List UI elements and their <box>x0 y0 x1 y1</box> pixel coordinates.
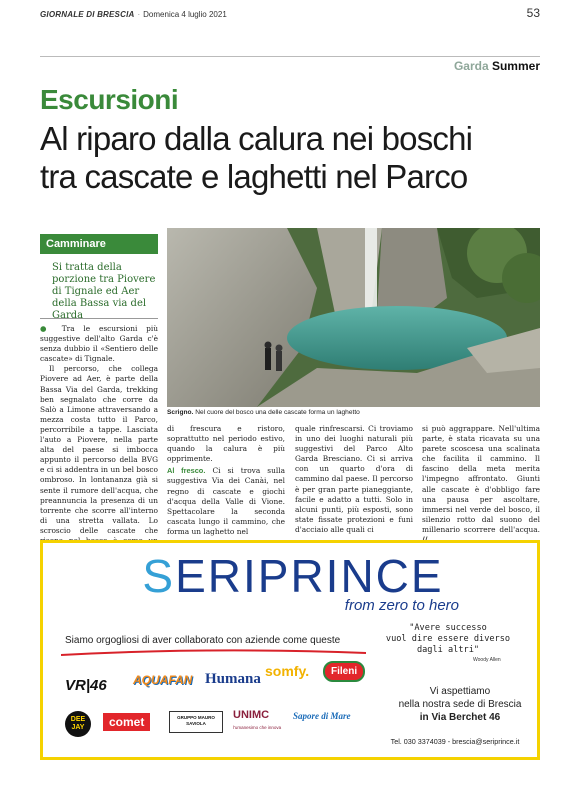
quote-author: Woody Allen <box>473 657 501 663</box>
page-number: 53 <box>526 6 540 20</box>
col1-paragraph-1: Tra le escursioni più suggestive dell'alto Garda c'è senza dubbio il «Sentiero delle cascate» di Tignale. <box>40 324 158 364</box>
advert-tagline: from zero to hero <box>344 597 459 614</box>
article-summary: Si tratta della porzione tra Piovere di Tignale ed Aer della Bassa via del Garda <box>52 262 156 321</box>
somfy-logo: somfy. <box>265 663 310 679</box>
quote-line-3: dagli altri" <box>416 645 480 655</box>
col2-paragraph-2: Ci si trova sulla suggestiva Via dei Canài, nel regno di cascate e giochi d'acqua della Valle di Vione. Spettacolare la seconda cascata lungo il cammino, che forma un laghetto nel <box>167 466 285 536</box>
col1-paragraph-2: Il percorso, che collega Piovere ad Aer, è parte della Bassa Via del Garda, trekking ben segnalato che corre da Salò a Limone attraversando a mezza costa tutto il Parco, percorribile a tappe. Lasciata l'auto a Piovere, nella parte alta del paese si imbocca appunto il percorso della BVG e ci si addentra in un bel bosco ombroso. In lontananza già si sente il rumore dell'acqua, che preannuncia la presenza di un torrente che scorre all'interno di una stretta vallata. Lo scroscio delle cascate che <box>40 364 158 535</box>
caption-text: Nel cuore del bosco una delle cascate forma un laghetto <box>195 409 360 416</box>
col4-paragraph-1: si può aggrappare. Nell'ultima parte, è stata ricavata su una parete scoscesa una scalinata che facilita il cammino. Il fascino della meta merita l'impegno affrontato. Giunti alle cascate è d'obbligo fare una pausa per ascoltare, immersi nel verde del bosco, il silenzio rotto dal suono del millenario scorrere dell'acqua. <box>422 424 540 534</box>
col2-paragraph-1: di frescura e ristoro, soprattutto nel periodo estivo, quando la calura è più opprimente. <box>167 424 285 464</box>
seriprince-logo <box>123 549 463 603</box>
humana-logo: Humana <box>205 671 261 687</box>
article-headline <box>40 120 540 196</box>
article-column-4 <box>422 424 540 545</box>
issue-date: Domenica 4 luglio 2021 <box>143 10 227 19</box>
col3-paragraph-1: quale rinfrescarsi. Ci troviamo in uno dei luoghi naturali più suggestivi del Parco Alto Garda Bresciano. Ci si arriva con un quarto d'ora di cammino dal paese. Il percorso è per gran parte pianeggiante, facile e adatto a tutti. Solo in alcuni punti, più esposti, sono state fissate protezioni e funi d'acciaio alle quali ci <box>295 424 413 534</box>
unimc-subtitle: l'umanesimo che innova <box>233 725 282 730</box>
deejay-logo: DEE JAY <box>65 711 91 737</box>
waterfall-illustration <box>167 228 540 407</box>
quote-line-2: vuol dire essere diverso <box>385 634 511 644</box>
logo-initial: S <box>142 550 176 602</box>
seriprince-advert[interactable] <box>40 540 540 760</box>
caption-lead: Scrigno. <box>167 409 194 416</box>
visit-line-3: in Via Berchet 46 <box>419 712 501 723</box>
quote-line-1: "Avere successo <box>409 623 487 633</box>
unimc-logo: UNIMC <box>233 709 270 721</box>
visit-info <box>385 685 535 724</box>
fileni-logo: Fileni <box>323 661 365 682</box>
headline-line-1: Al riparo dalla calura nei boschi <box>40 120 473 157</box>
article-column-3 <box>295 424 413 535</box>
visit-line-2: nella nostra sede di Brescia <box>398 699 522 710</box>
aquafan-logo: AQUAFAN <box>133 673 193 687</box>
advert-contact[interactable]: Tel. 030 3374039 - brescia@seriprince.it <box>390 737 520 746</box>
section-label-part2: Summer <box>491 59 540 73</box>
vr46-logo: VR|46 <box>65 677 107 694</box>
headline-line-2: tra cascate e laghetti nel Parco <box>40 158 468 195</box>
article-column-2 <box>167 424 285 537</box>
comet-logo: comet <box>103 713 150 731</box>
saviola-logo: GRUPPO MAURO SAVIOLA <box>169 711 223 733</box>
col2-subhead: Al fresco. <box>167 466 206 476</box>
visit-line-1: Vi aspettiamo <box>429 686 491 697</box>
article-column-1 <box>40 324 158 556</box>
section-label-part1: Garda <box>453 59 489 73</box>
masthead: GIORNALE DI BRESCIA · Domenica 4 luglio 2021 <box>40 10 227 19</box>
red-swoosh <box>61 645 366 661</box>
summary-divider <box>40 318 158 319</box>
photo-caption <box>167 408 540 418</box>
waterfall-photo <box>167 228 540 407</box>
sapore-di-mare-logo: Sapore di Mare <box>293 711 351 721</box>
header-divider <box>40 56 540 57</box>
article-kicker: Escursioni <box>40 84 179 115</box>
logo-rest: ERIPRINCE <box>175 550 444 602</box>
advert-quote <box>373 623 523 656</box>
bullet-icon: ● <box>40 324 53 333</box>
section-label <box>454 59 540 73</box>
partners-statement: Siamo orgogliosi di aver collaborato con aziende come queste <box>65 635 341 646</box>
newspaper-name: GIORNALE DI BRESCIA <box>40 10 135 19</box>
rubric-label: Camminare <box>40 234 158 254</box>
